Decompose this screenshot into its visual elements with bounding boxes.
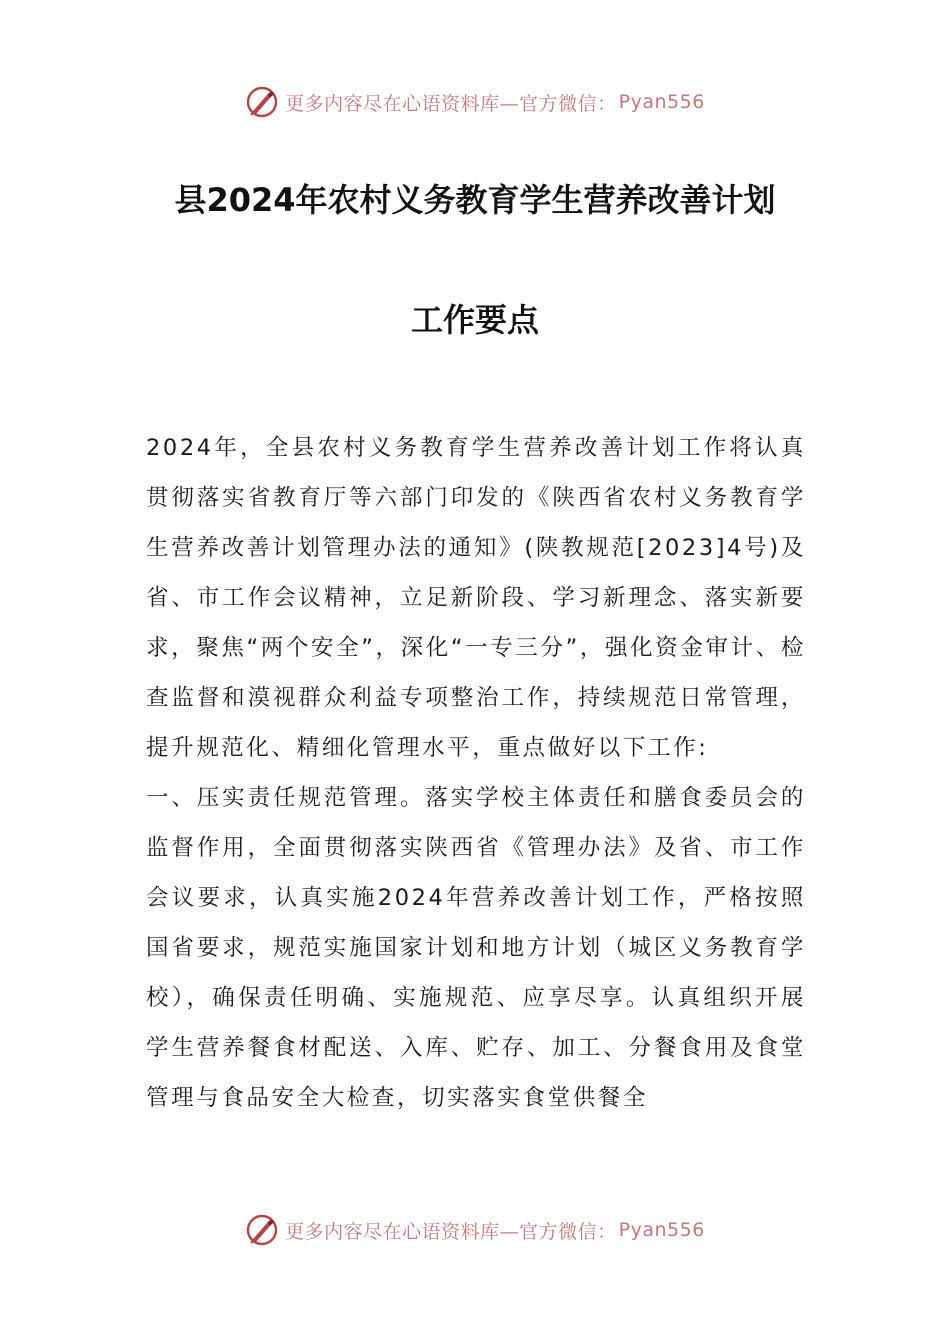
watermark-handle: Pyan556 (618, 91, 705, 113)
paragraph-section-one: 一、压实责任规范管理。落实学校主体责任和膳食委员会的监督作用，全面贯彻落实陕西省《管理办法》及省、市工作会议要求，认真实施2024年营养改善计划工作，严格按照国省要求，规范实施国家计划和地方计划（城区义务教育学校），确保责任明确、实施规范、应享尽享。认真组织开展学生营养餐食材配送、入库、贮存、加工、分餐食用及食堂管理与食品安全大检查，切实落实食堂供餐全 (146, 785, 806, 1111)
watermark-text: 更多内容尽在心语资料库—官方微信： (285, 92, 617, 115)
watermark-footer (0, 1210, 950, 1250)
paragraph-intro: 2024年，全县农村义务教育学生营养改善计划工作将认真贯彻落实省教育厅等六部门印发的《陕西省农村义务教育学生营养改善计划管理办法的通知》(陕教规范[2023]4号)及省、市工作会议精神，立足新阶段、学习新理念、落实新要求，聚焦“两个安全”，深化“一专三分”，强化资金审计、检查监督和漠视群众利益专项整治工作，持续规范日常管理，提升规范化、精细化管理水平，重点做好以下工作: (146, 435, 806, 761)
document-title: 县2024年农村义务教育学生营养改善计划 (174, 181, 776, 219)
document-body (146, 423, 806, 1123)
watermark-header (0, 82, 950, 122)
pen-logo-icon (245, 1213, 279, 1247)
pen-logo-icon (245, 85, 279, 119)
document-subtitle: 工作要点 (410, 301, 539, 339)
watermark-text: 更多内容尽在心语资料库—官方微信： (285, 1220, 617, 1243)
watermark-handle: Pyan556 (618, 1219, 705, 1241)
